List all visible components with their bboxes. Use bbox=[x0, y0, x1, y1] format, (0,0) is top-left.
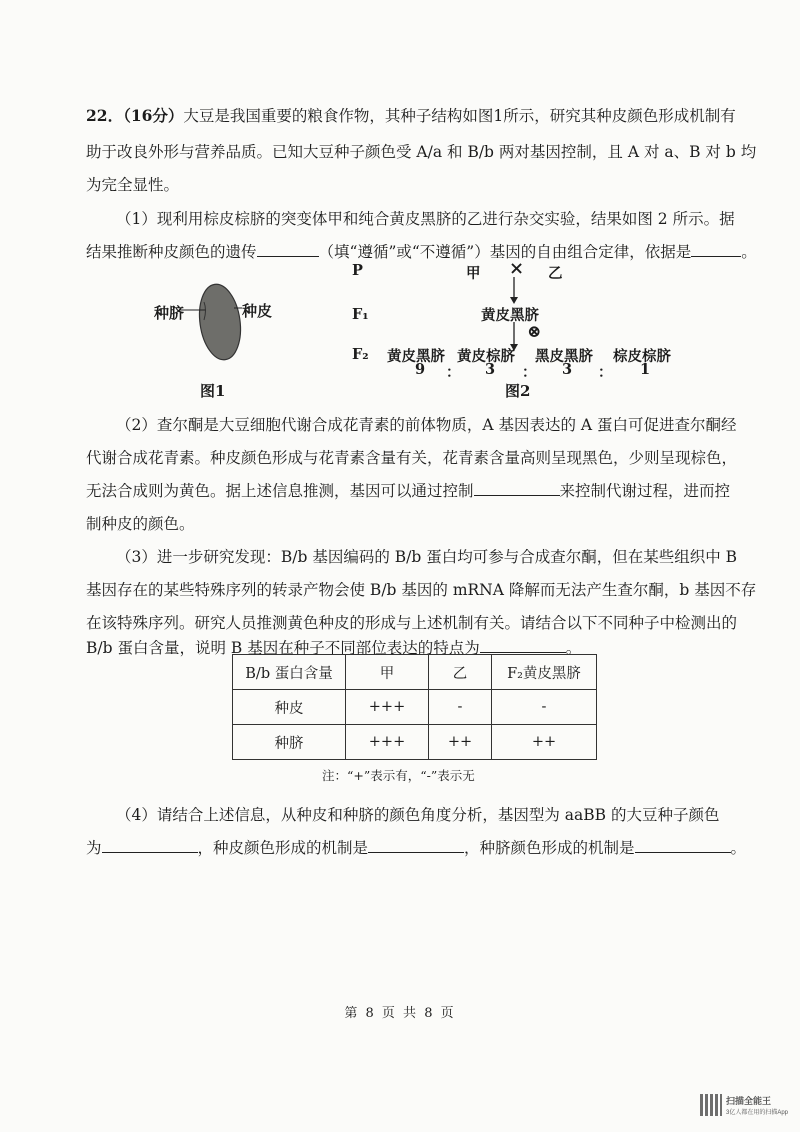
parent-jia: 甲 bbox=[466, 265, 481, 282]
parent-yi: 乙 bbox=[548, 265, 563, 282]
figure2-caption: 图2 bbox=[505, 382, 531, 400]
table-row bbox=[233, 690, 597, 725]
scanner-watermark bbox=[700, 1088, 792, 1122]
figure1-label-hilum: 种脐 bbox=[154, 304, 185, 322]
table-cell: - bbox=[429, 690, 492, 725]
answer-blank-3[interactable] bbox=[474, 481, 560, 496]
ratio-colon-3: ： bbox=[598, 364, 613, 381]
ratio-1: 1 bbox=[640, 361, 651, 378]
figure1-label-seedcoat: 种皮 bbox=[242, 302, 273, 320]
gen-label-P: P bbox=[352, 262, 363, 279]
scanner-text bbox=[726, 1094, 788, 1116]
table-cell: ++ bbox=[492, 725, 597, 760]
intro-text-1: 大豆是我国重要的粮食作物，其种子结构如图1所示，研究其种皮颜色形成机制有 bbox=[183, 107, 736, 125]
scanner-sub: 3亿人都在用的扫描App bbox=[726, 1110, 789, 1116]
table-header-row bbox=[233, 655, 597, 690]
part2-line-1: （2）查尔酮是大豆细胞代谢合成花青素的前体物质，A 基因表达的 A 蛋白可促进查尔酮经 bbox=[116, 416, 737, 434]
ratio-3b: 3 bbox=[562, 361, 573, 378]
gen-label-F1: F₁ bbox=[352, 306, 369, 323]
part2-line-4: 制种皮的颜色。 bbox=[86, 515, 195, 533]
ratio-colon-2: ： bbox=[522, 364, 537, 381]
part3-line-1: （3）进一步研究发现：B/b 基因编码的 B/b 蛋白均可参与合成查尔酮，但在某些组织中 B bbox=[116, 548, 738, 566]
part3-line-3: 在该特殊序列。研究人员推测黄色种皮的形成与上述机制有关。请结合以下不同种子中检测出的 bbox=[86, 614, 738, 632]
table-cell: 种皮 bbox=[233, 690, 346, 725]
intro-text-2: 助于改良外形与营养品质。已知大豆种子颜色受 A/a 和 B/b 两对基因控制，且 A 对 a、B 对 b 均 bbox=[86, 143, 757, 161]
part1-line-2: 结果推断种皮颜色的遗传 （填“遵循”或“不遵循”）基因的自由组合定律，依据是 。 bbox=[86, 243, 757, 261]
part4-line-1: （4）请结合上述信息，从种皮和种脐的颜色角度分析，基因型为 aaBB 的大豆种子颜色 bbox=[116, 806, 720, 824]
page-footer: 第 8 页 共 8 页 bbox=[344, 1006, 456, 1021]
scanner-brand: 扫描全能王 bbox=[726, 1096, 772, 1106]
f2-phenotype-2: 黄皮棕脐 bbox=[457, 348, 515, 365]
part4-line-2: 为 ，种皮颜色形成的机制是 ，种脐颜色形成的机制是 。 bbox=[86, 839, 747, 857]
table-header: F₂黄皮黑脐 bbox=[492, 655, 597, 690]
answer-blank-6[interactable] bbox=[368, 838, 464, 853]
f1-phenotype: 黄皮黑脐 bbox=[481, 307, 539, 324]
part3-line-4: B/b 蛋白含量，说明 B 基因在种子不同部位表达的特点为 。 bbox=[86, 639, 582, 657]
ratio-3a: 3 bbox=[485, 361, 496, 378]
answer-blank-5[interactable] bbox=[102, 838, 198, 853]
answer-blank-7[interactable] bbox=[635, 838, 731, 853]
question-number: 22．（16分） bbox=[86, 106, 184, 125]
part2-line-2: 代谢合成花青素。种皮颜色形成与花青素含量有关，花青素含量高则呈现黑色，少则呈现棕色， bbox=[86, 449, 738, 467]
f2-phenotype-1: 黄皮黑脐 bbox=[387, 348, 445, 365]
part2-line-3: 无法合成则为黄色。据上述信息推测，基因可以通过控制 来控制代谢过程，进而控 bbox=[86, 482, 731, 500]
table-header: 乙 bbox=[429, 655, 492, 690]
table-cell: ++ bbox=[429, 725, 492, 760]
answer-blank-1[interactable] bbox=[257, 242, 319, 257]
table-row bbox=[233, 725, 597, 760]
gen-label-F2: F₂ bbox=[352, 346, 369, 363]
selfing-symbol: ⊗ bbox=[527, 322, 542, 342]
f2-phenotype-4: 棕皮棕脐 bbox=[613, 348, 671, 365]
arrow-to-F1 bbox=[508, 277, 520, 305]
table-cell: +++ bbox=[346, 690, 429, 725]
table-cell: +++ bbox=[346, 725, 429, 760]
table-cell: - bbox=[492, 690, 597, 725]
figure1-caption: 图1 bbox=[200, 382, 226, 400]
part1-line-1: （1）现利用棕皮棕脐的突变体甲和纯合黄皮黑脐的乙进行杂交实验，结果如图 2 所示。据 bbox=[116, 210, 735, 228]
part3-line-2: 基因存在的某些特殊序列的转录产物会使 B/b 基因的 mRNA 降解而无法产生查尔酮，b 基因不存 bbox=[86, 581, 757, 599]
protein-table bbox=[232, 654, 597, 760]
answer-blank-4[interactable] bbox=[480, 638, 566, 653]
figure1-bean bbox=[180, 282, 300, 372]
cross-symbol: × bbox=[509, 258, 525, 279]
table-header: B/b 蛋白含量 bbox=[233, 655, 346, 690]
table-header: 甲 bbox=[346, 655, 429, 690]
table-note: 注：“+”表示有，“-”表示无 bbox=[322, 768, 475, 783]
qr-code-icon bbox=[700, 1094, 722, 1116]
ratio-colon-1: ： bbox=[446, 364, 461, 381]
bean-body bbox=[195, 282, 245, 362]
ratio-9: 9 bbox=[415, 361, 426, 378]
table-cell: 种脐 bbox=[233, 725, 346, 760]
f2-phenotype-3: 黑皮黑脐 bbox=[535, 348, 593, 365]
intro-text-3: 为完全显性。 bbox=[86, 176, 180, 194]
answer-blank-2[interactable] bbox=[691, 242, 741, 257]
question-line-1 bbox=[86, 104, 736, 126]
